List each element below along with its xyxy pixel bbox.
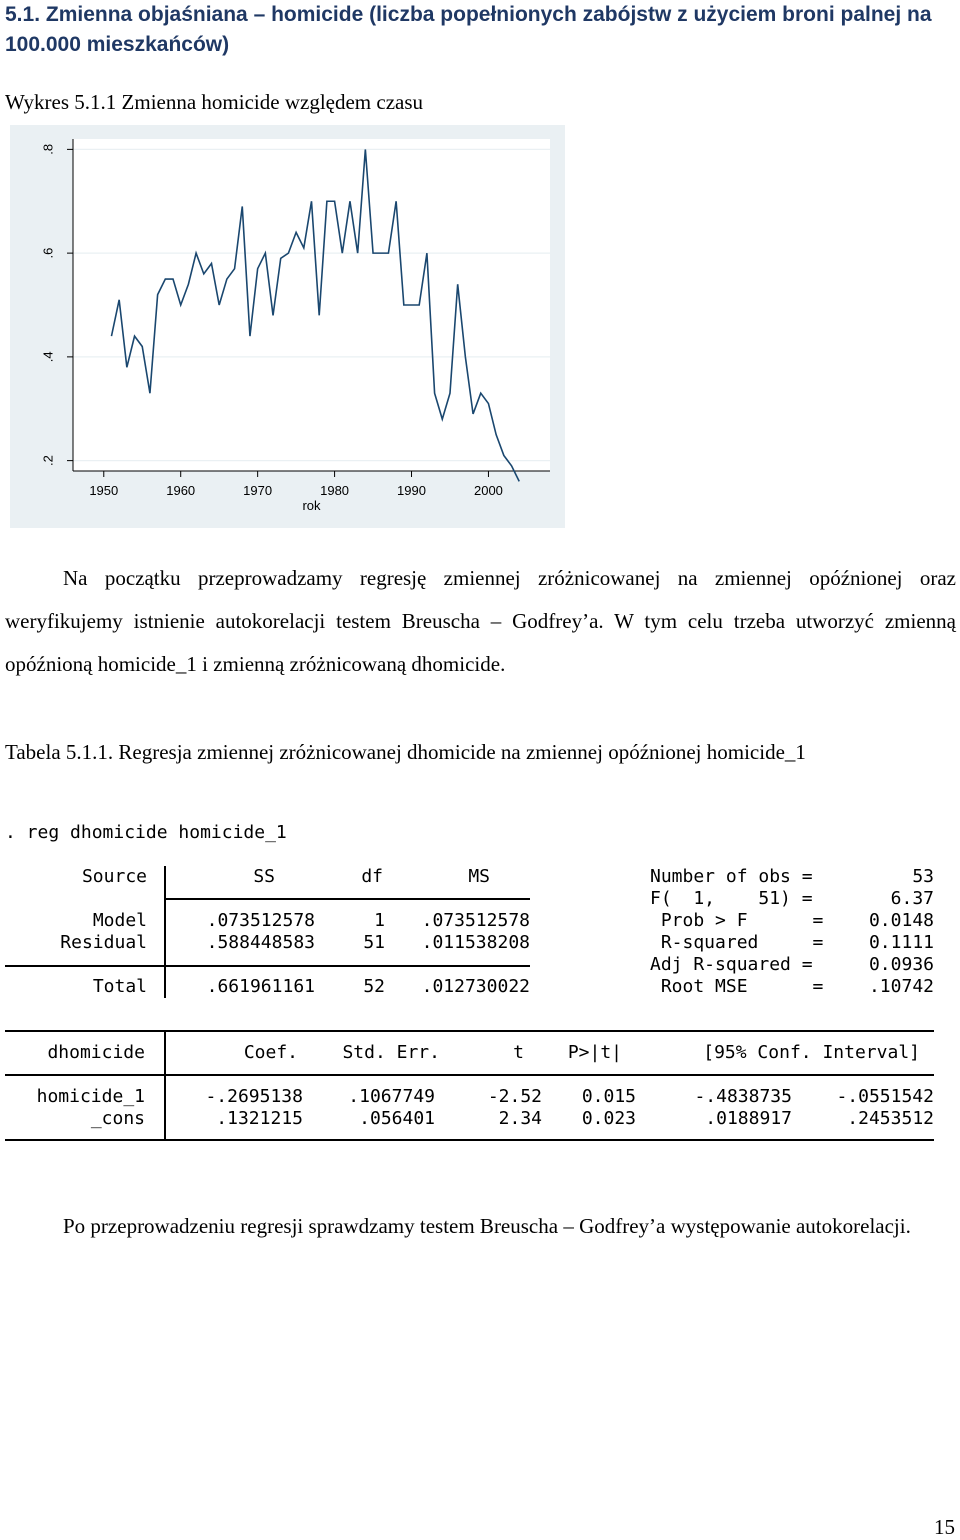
anova-cell-df: 52 (363, 976, 385, 997)
fit-statistics (650, 866, 935, 1006)
x-tick-label: 1960 (166, 483, 196, 498)
stat-value: 6.37 (890, 888, 934, 909)
coef-cell-ci-low: .0188917 (705, 1108, 792, 1129)
coef-cell-p: 0.015 (581, 1086, 636, 1107)
anova-cell-ms: .012730022 (421, 976, 530, 997)
coef-rule-bottom (5, 1139, 934, 1141)
x-tick-label: 1970 (243, 483, 273, 498)
coef-cell-se: .056401 (359, 1108, 435, 1129)
coef-vertical-rule (164, 1031, 166, 1141)
stat-value: .10742 (868, 976, 934, 997)
anova-header-ms: MS (468, 866, 490, 887)
anova-cell-source: Model (92, 910, 147, 931)
coef-cell-t: 2.34 (498, 1108, 542, 1129)
coef-header-t: t (513, 1042, 524, 1063)
x-axis-label: rok (302, 498, 321, 513)
homicide-time-chart (10, 125, 565, 528)
anova-cell-source: Total (92, 976, 147, 997)
coef-cell-se: .1067749 (348, 1086, 435, 1107)
section-heading: 5.1. Zmienna objaśniana – homicide (liczba popełnionych zabójstw z użyciem broni palnej na 100.000 mieszkańców) (5, 3, 932, 56)
table-caption: Tabela 5.1.1. Regresja zmiennej zróżnicowanej dhomicide na zmiennej opóźnionej homicide_1 (5, 740, 806, 764)
y-tick-label: .2 (40, 455, 56, 467)
paragraph-conclusion-text: Po przeprowadzeniu regresji sprawdzamy testem Breuscha – Godfrey’a występowanie autokorelacji. (63, 1214, 911, 1238)
stat-value: 0.0936 (868, 954, 934, 975)
stat-label: Prob > F = (650, 910, 824, 931)
anova-cell-df: 1 (374, 910, 385, 931)
page-number: 15 (934, 1515, 955, 1539)
coef-cell-var: homicide_1 (36, 1086, 145, 1107)
x-tick-label: 1990 (397, 483, 426, 498)
stat-label: F( 1, 51) = (650, 888, 813, 909)
coef-cell-coef: -.2695138 (205, 1086, 303, 1107)
stat-label: Adj R-squared = (650, 954, 813, 975)
stat-value: 0.0148 (868, 910, 934, 931)
anova-header-source: Source (81, 866, 147, 887)
stat-label: R-squared = (650, 932, 824, 953)
coef-header-ci: [95% Conf. Interval] (703, 1042, 920, 1063)
paragraph-conclusion (5, 1205, 956, 1248)
coef-rule-mid (5, 1074, 934, 1076)
x-tick-label: 2000 (473, 483, 503, 498)
paragraph-intro (5, 557, 956, 686)
anova-rule-total (5, 965, 530, 967)
coef-header-p: P>|t| (567, 1042, 622, 1063)
anova-cell-ss: .588448583 (206, 932, 315, 953)
x-tick-label: 1980 (320, 483, 350, 498)
coef-cell-ci-low: -.4838735 (694, 1086, 792, 1107)
stat-value: 0.1111 (868, 932, 934, 953)
y-tick-label: .4 (40, 351, 56, 363)
anova-cell-ms: .011538208 (421, 932, 530, 953)
anova-cell-ss: .661961161 (206, 976, 315, 997)
y-tick-label: .6 (40, 247, 56, 259)
coef-header-coef: Coef. (243, 1042, 298, 1063)
stata-command: . reg dhomicide homicide_1 (5, 822, 287, 843)
coef-header-var: dhomicide (47, 1042, 145, 1063)
stat-label: Number of obs = (650, 866, 813, 887)
anova-cell-source: Residual (60, 932, 147, 953)
coef-header-se: Std. Err. (342, 1042, 440, 1063)
chart-svg (10, 125, 565, 528)
coef-cell-ci-high: .2453512 (847, 1108, 934, 1129)
figure-caption: Wykres 5.1.1 Zmienna homicide względem czasu (5, 90, 424, 114)
stat-value: 53 (912, 866, 934, 887)
coef-cell-var: _cons (90, 1108, 145, 1129)
anova-header-df: df (361, 866, 383, 887)
coef-cell-coef: .1321215 (216, 1108, 303, 1129)
anova-header-ss: SS (253, 866, 275, 887)
y-tick-label: .8 (40, 143, 56, 155)
anova-rule-top (165, 898, 530, 900)
x-tick-label: 1950 (89, 483, 119, 498)
plot-area (73, 139, 550, 471)
paragraph-intro-text: Na początku przeprowadzamy regresję zmiennej zróżnicowanej na zmiennej opóźnionej oraz weryfikujemy istnienie autokorelacji testem Breuscha – Godfrey’a. W tym celu trzeba utworzyć zmienną opóźnioną homicide_1 i zmienną zróżnicowaną dhomicide. (5, 566, 956, 676)
anova-cell-ms: .073512578 (421, 910, 530, 931)
coef-cell-p: 0.023 (581, 1108, 636, 1129)
coef-cell-ci-high: -.0551542 (836, 1086, 934, 1107)
coef-rule-top (5, 1030, 934, 1032)
anova-cell-df: 51 (363, 932, 385, 953)
stat-label: Root MSE = (650, 976, 824, 997)
coef-cell-t: -2.52 (487, 1086, 542, 1107)
anova-cell-ss: .073512578 (206, 910, 315, 931)
